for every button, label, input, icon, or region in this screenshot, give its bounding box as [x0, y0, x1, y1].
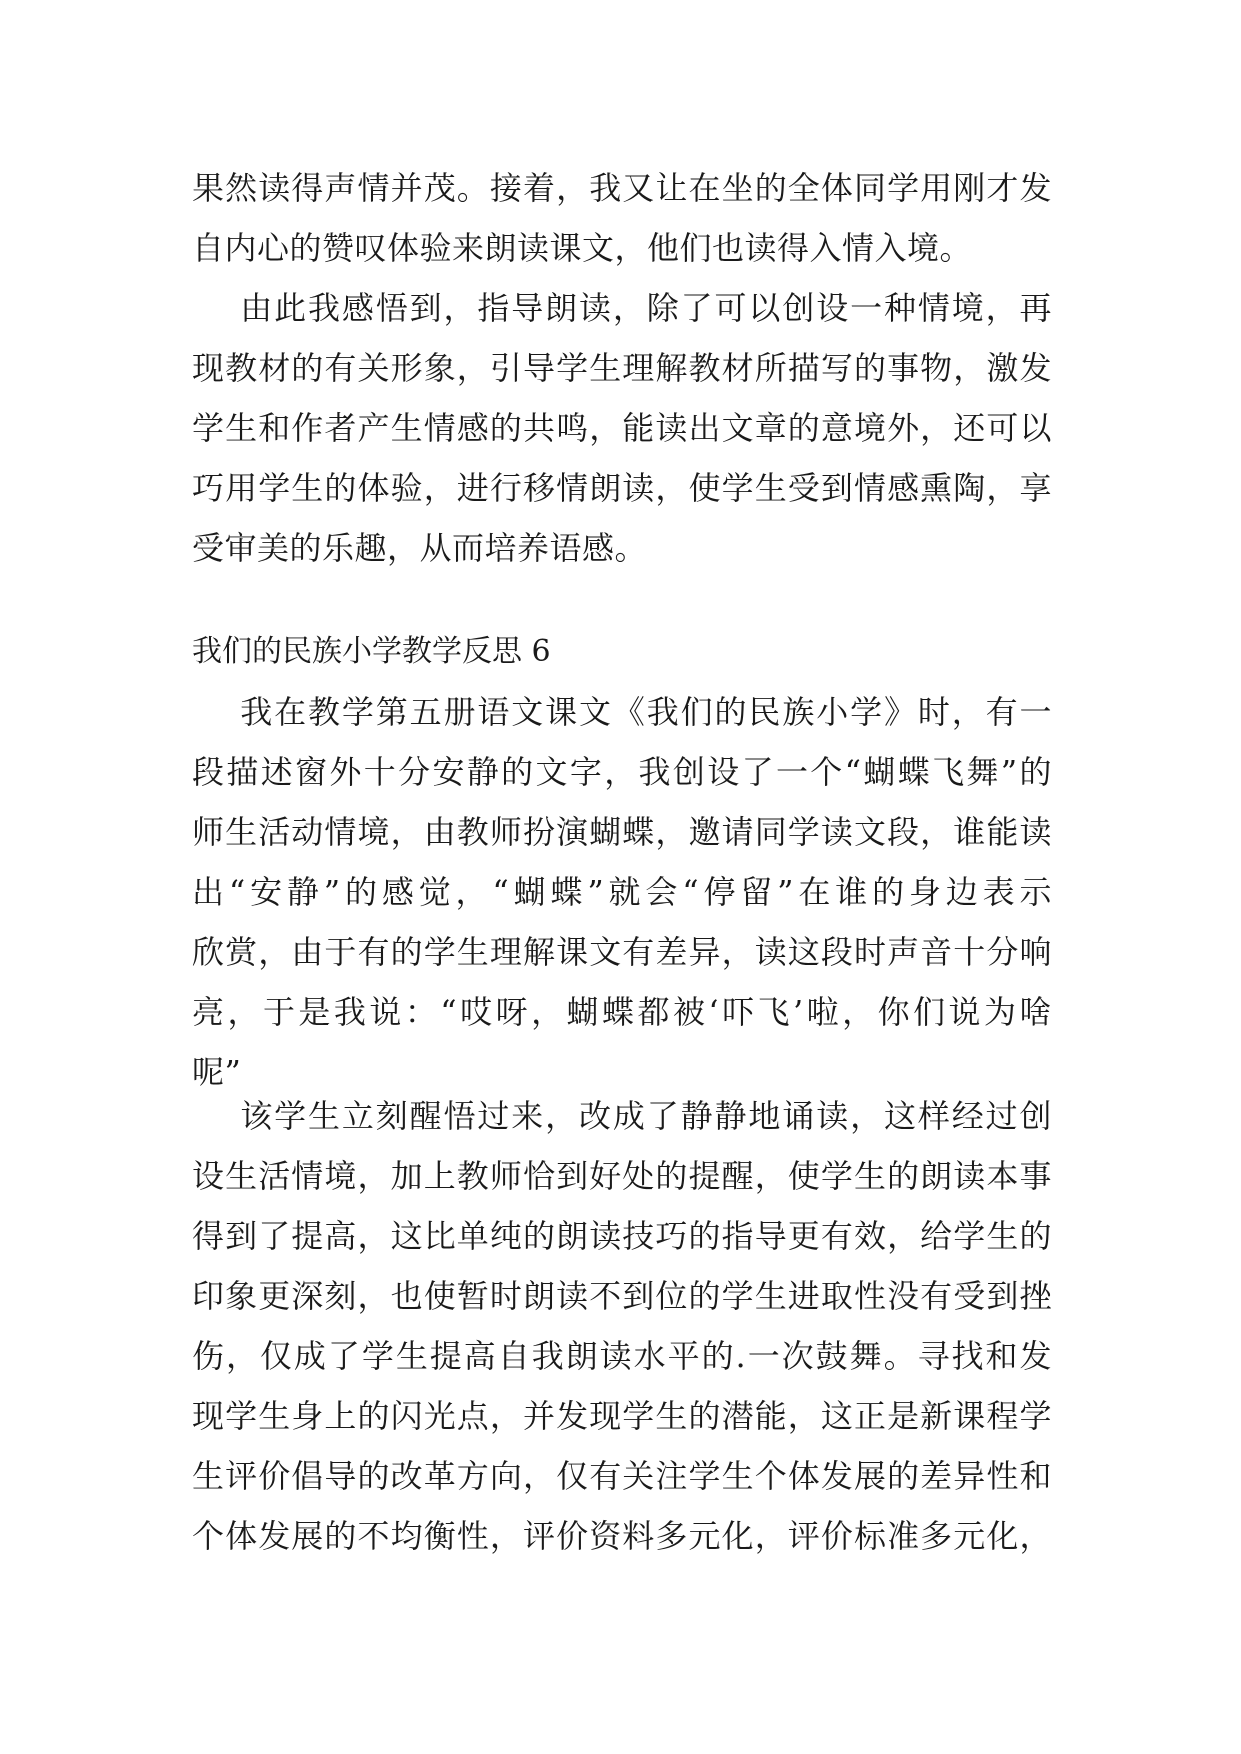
section-heading: 我们的民族小学教学反思 6 [192, 634, 551, 669]
paragraph-continued [192, 158, 1052, 278]
paragraph-line: 师生活动情境，由教师扮演蝴蝶，邀请同学读文段，谁能读 [192, 813, 1052, 851]
paragraph-line: 由此我感悟到，指导朗读，除了可以创设一种情境，再 [192, 289, 1052, 327]
paragraph-line: 出“安静”的感觉，“蝴蝶”就会“停留”在谁的身边表示 [192, 873, 1052, 911]
paragraph-line: 得到了提高，这比单纯的朗读技巧的指导更有效，给学生的 [192, 1217, 1052, 1255]
paragraph-line: 现学生身上的闪光点，并发现学生的潜能，这正是新课程学 [192, 1397, 1052, 1435]
paragraph-line: 欣赏，由于有的学生理解课文有差异，读这段时声音十分响 [192, 933, 1052, 971]
paragraph-line: 段描述窗外十分安静的文字，我创设了一个“蝴蝶飞舞”的 [192, 753, 1052, 791]
paragraph-evaluation [192, 1086, 1052, 1566]
paragraph-line: 生评价倡导的改革方向，仅有关注学生个体发展的差异性和 [192, 1457, 1052, 1495]
paragraph-line: 印象更深刻，也使暂时朗读不到位的学生进取性没有受到挫 [192, 1277, 1052, 1315]
paragraph-line: 现教材的有关形象，引导学生理解教材所描写的事物，激发 [192, 349, 1052, 387]
paragraph-line: 学生和作者产生情感的共鸣，能读出文章的意境外，还可以 [192, 409, 1052, 447]
paragraph-line: 自内心的赞叹体验来朗读课文，他们也读得入情入境。 [192, 229, 973, 267]
paragraph-line: 我在教学第五册语文课文《我们的民族小学》时，有一 [192, 693, 1052, 731]
paragraph-line: 受审美的乐趣，从而培养语感。 [192, 529, 648, 567]
paragraph-line: 亮，于是我说：“哎呀，蝴蝶都被‘吓飞’啦，你们说为啥 [192, 993, 1052, 1031]
paragraph-line: 该学生立刻醒悟过来，改成了静静地诵读，这样经过创 [192, 1097, 1052, 1135]
paragraph-reflection [192, 278, 1052, 578]
paragraph-line: 巧用学生的体验，进行移情朗读，使学生受到情感熏陶，享 [192, 469, 1052, 507]
paragraph-line: 伤，仅成了学生提高自我朗读水平的.一次鼓舞。寻找和发 [192, 1337, 1052, 1375]
paragraph-lesson [192, 682, 1052, 1102]
paragraph-line: 个体发展的不均衡性，评价资料多元化，评价标准多元化， [192, 1517, 1052, 1555]
paragraph-line: 呢” [192, 1053, 242, 1091]
paragraph-line: 设生活情境，加上教师恰到好处的提醒，使学生的朗读本事 [192, 1157, 1052, 1195]
paragraph-line: 果然读得声情并茂。接着，我又让在坐的全体同学用刚才发 [192, 169, 1052, 207]
